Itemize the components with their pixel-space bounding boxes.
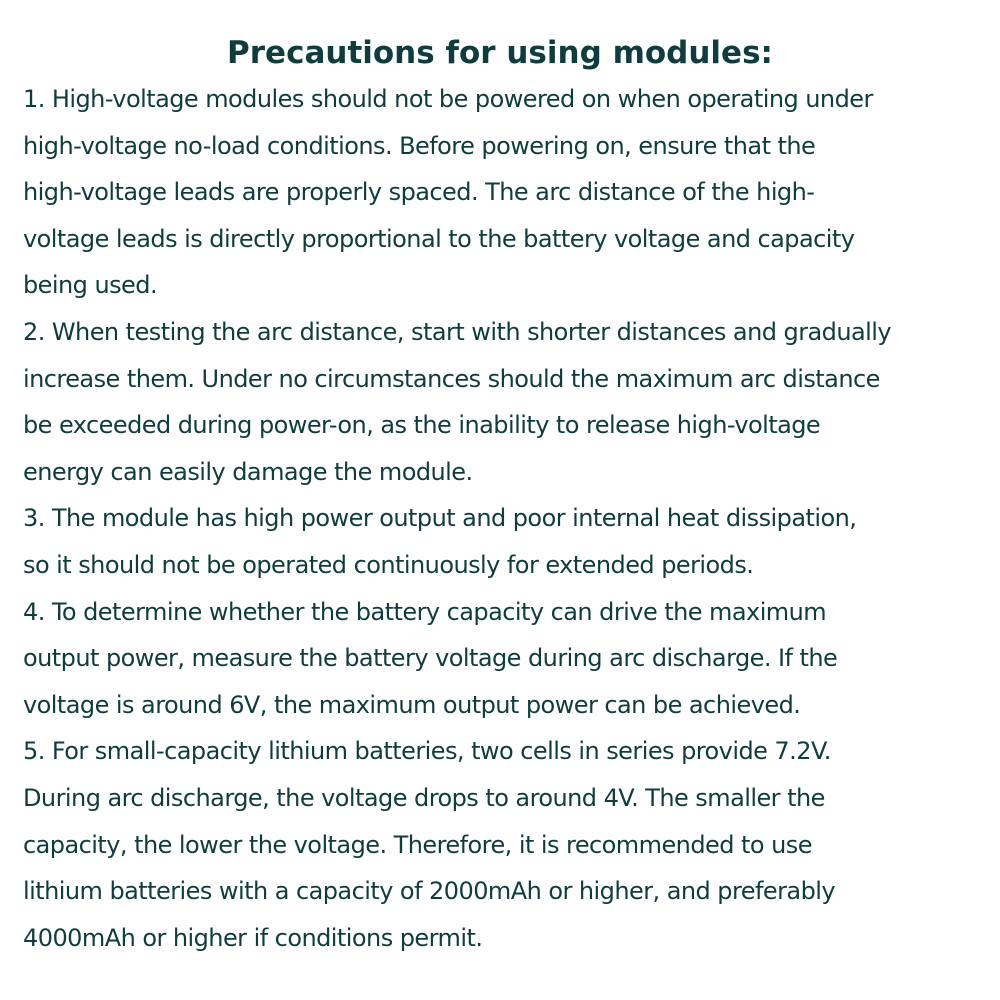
text-line: be exceeded during power-on, as the inability to release high-voltage xyxy=(23,411,821,440)
text-line: capacity, the lower the voltage. Therefore, it is recommended to use xyxy=(23,830,812,859)
text-line: high-voltage leads are properly spaced. The arc distance of the high- xyxy=(23,178,815,207)
text-line: voltage is around 6V, the maximum output power can be achieved. xyxy=(23,690,801,719)
text-line: 1. High-voltage modules should not be powered on when operating under xyxy=(23,85,873,113)
text-line: increase them. Under no circumstances should the maximum arc distance xyxy=(23,364,880,393)
text-line: 3. The module has high power output and poor internal heat dissipation, xyxy=(23,504,857,533)
text-line: 5. For small-capacity lithium batteries, two cells in series provide 7.2V. xyxy=(23,737,831,766)
text-line: During arc discharge, the voltage drops to around 4V. The smaller the xyxy=(23,783,825,812)
text-line: lithium batteries with a capacity of 2000mAh or higher, and preferably xyxy=(23,877,836,906)
text-line: high-voltage no-load conditions. Before powering on, ensure that the xyxy=(23,131,816,160)
text-line: energy can easily damage the module. xyxy=(23,457,473,486)
precautions-text xyxy=(23,76,983,961)
text-line: 4. To determine whether the battery capacity can drive the maximum xyxy=(23,597,827,626)
text-line: output power, measure the battery voltage during arc discharge. If the xyxy=(23,644,838,673)
text-line: being used. xyxy=(23,271,158,300)
document-title: Precautions for using modules: xyxy=(227,35,773,71)
text-line: so it should not be operated continuously for extended periods. xyxy=(23,550,754,579)
text-line: voltage leads is directly proportional to the battery voltage and capacity xyxy=(23,224,855,253)
text-line: 2. When testing the arc distance, start with shorter distances and gradually xyxy=(23,317,892,346)
text-line: 4000mAh or higher if conditions permit. xyxy=(23,923,483,952)
